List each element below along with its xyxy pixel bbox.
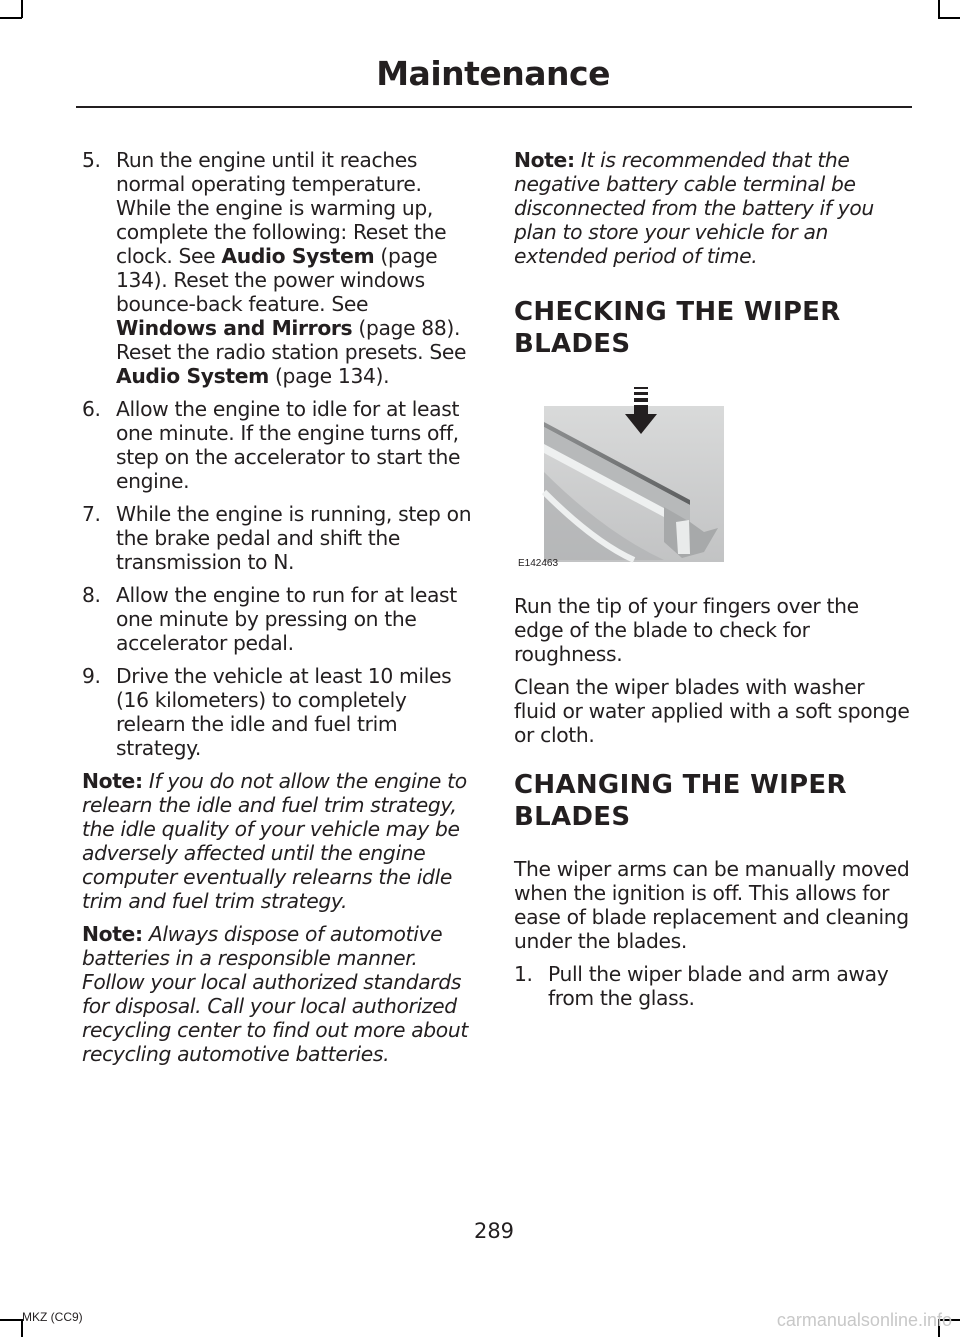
section-heading-changing	[514, 769, 912, 833]
crop-mark	[0, 1319, 22, 1321]
step-text	[116, 502, 471, 574]
crop-mark	[0, 17, 22, 19]
step-text	[116, 664, 451, 760]
step-number: 5.	[82, 148, 101, 172]
watermark: carmanualsonline.info	[776, 1310, 952, 1330]
note-label: Note:	[82, 922, 143, 946]
step-text: Pull the wiper blade and arm away from the glass.	[548, 962, 889, 1010]
list-item	[82, 664, 474, 760]
notes	[82, 769, 474, 1066]
step-text-run: (page 134).	[268, 364, 390, 388]
illustration-id: E142463	[518, 558, 559, 569]
step-text-run: Allow the engine to run for at least one minute by pressing on the accelerator pedal.	[116, 583, 457, 655]
crop-mark	[938, 17, 960, 19]
step-text-run: While the engine is running, step on the brake pedal and shift the transmission to N.	[116, 502, 472, 574]
storage-note	[514, 148, 912, 268]
step-number: 1.	[514, 962, 533, 986]
note-text: If you do not allow the engine to relearn the idle and fuel trim strategy, the idle quality of your vehicle may be adversely affected until the engine computer eventually relearns the idle trim and fuel trim strategy.	[82, 769, 467, 913]
model-label: MKZ (CC9)	[22, 1310, 83, 1324]
list-item	[514, 962, 912, 1010]
list-item	[82, 583, 474, 655]
note-label: Note:	[82, 769, 143, 793]
procedure-steps	[514, 962, 912, 1010]
section-heading-checking	[514, 296, 912, 360]
paragraph: Clean the wiper blades with washer fluid or water applied with a soft sponge or cloth.	[514, 675, 910, 747]
step-number: 6.	[82, 397, 101, 421]
step-number: 9.	[82, 664, 101, 688]
heading-line: BLADES	[514, 802, 631, 832]
step-number: 7.	[82, 502, 101, 526]
cross-reference[interactable]: Windows and Mirrors	[116, 316, 353, 340]
note-text: Always dispose of automotive batteries in a responsible manner. Follow your local authorized standards for disposal. Call your local authorized recycling center to find out more about recycling automotive batteries.	[82, 922, 468, 1066]
note	[82, 922, 474, 1066]
heading-line: CHANGING THE WIPER	[514, 770, 847, 800]
step-text	[116, 148, 466, 388]
wiper-blade-illustration	[514, 382, 726, 568]
left-column	[82, 148, 474, 1075]
wiper-blade-icon	[514, 382, 726, 568]
heading-line: BLADES	[514, 329, 631, 359]
note-label: Note:	[514, 148, 575, 172]
right-column	[514, 148, 912, 1019]
list-item	[82, 148, 474, 388]
step-number: 8.	[82, 583, 101, 607]
step-text	[116, 583, 457, 655]
crop-mark	[938, 0, 940, 18]
paragraph: Run the tip of your fingers over the edge of the blade to check for roughness.	[514, 594, 859, 666]
crop-mark	[21, 0, 23, 18]
step-text-run: Allow the engine to idle for at least one minute. If the engine turns off, step on the accelerator to start the engine.	[116, 397, 461, 493]
procedure-steps	[82, 148, 474, 760]
note	[82, 769, 474, 913]
step-text-run: Run the engine until it reaches normal operating temperature. While the engine is warming up, complete the following: Reset the clock. See	[116, 148, 447, 268]
list-item	[82, 397, 474, 493]
note-text: It is recommended that the negative battery cable terminal be disconnected from the battery if you plan to store your vehicle for an extended period of time.	[514, 148, 874, 268]
heading-line: CHECKING THE WIPER	[514, 297, 841, 327]
step-text	[116, 397, 460, 493]
list-item	[82, 502, 474, 574]
cross-reference[interactable]: Audio System	[221, 244, 375, 268]
page-number: 289	[473, 1219, 515, 1243]
step-text-run: (page 88). Reset the radio station presets. See	[116, 316, 467, 364]
header-rule	[76, 106, 912, 108]
paragraph: The wiper arms can be manually moved when the ignition is off. This allows for ease of blade replacement and cleaning under the blades.	[514, 857, 910, 953]
page-title: Maintenance	[376, 54, 610, 93]
step-text-run: (page 134). Reset the power windows bounce-back feature. See	[116, 244, 438, 316]
cross-reference[interactable]: Audio System	[116, 364, 269, 388]
step-text-run: Drive the vehicle at least 10 miles (16 kilometers) to completely relearn the idle and fuel trim strategy.	[116, 664, 452, 760]
